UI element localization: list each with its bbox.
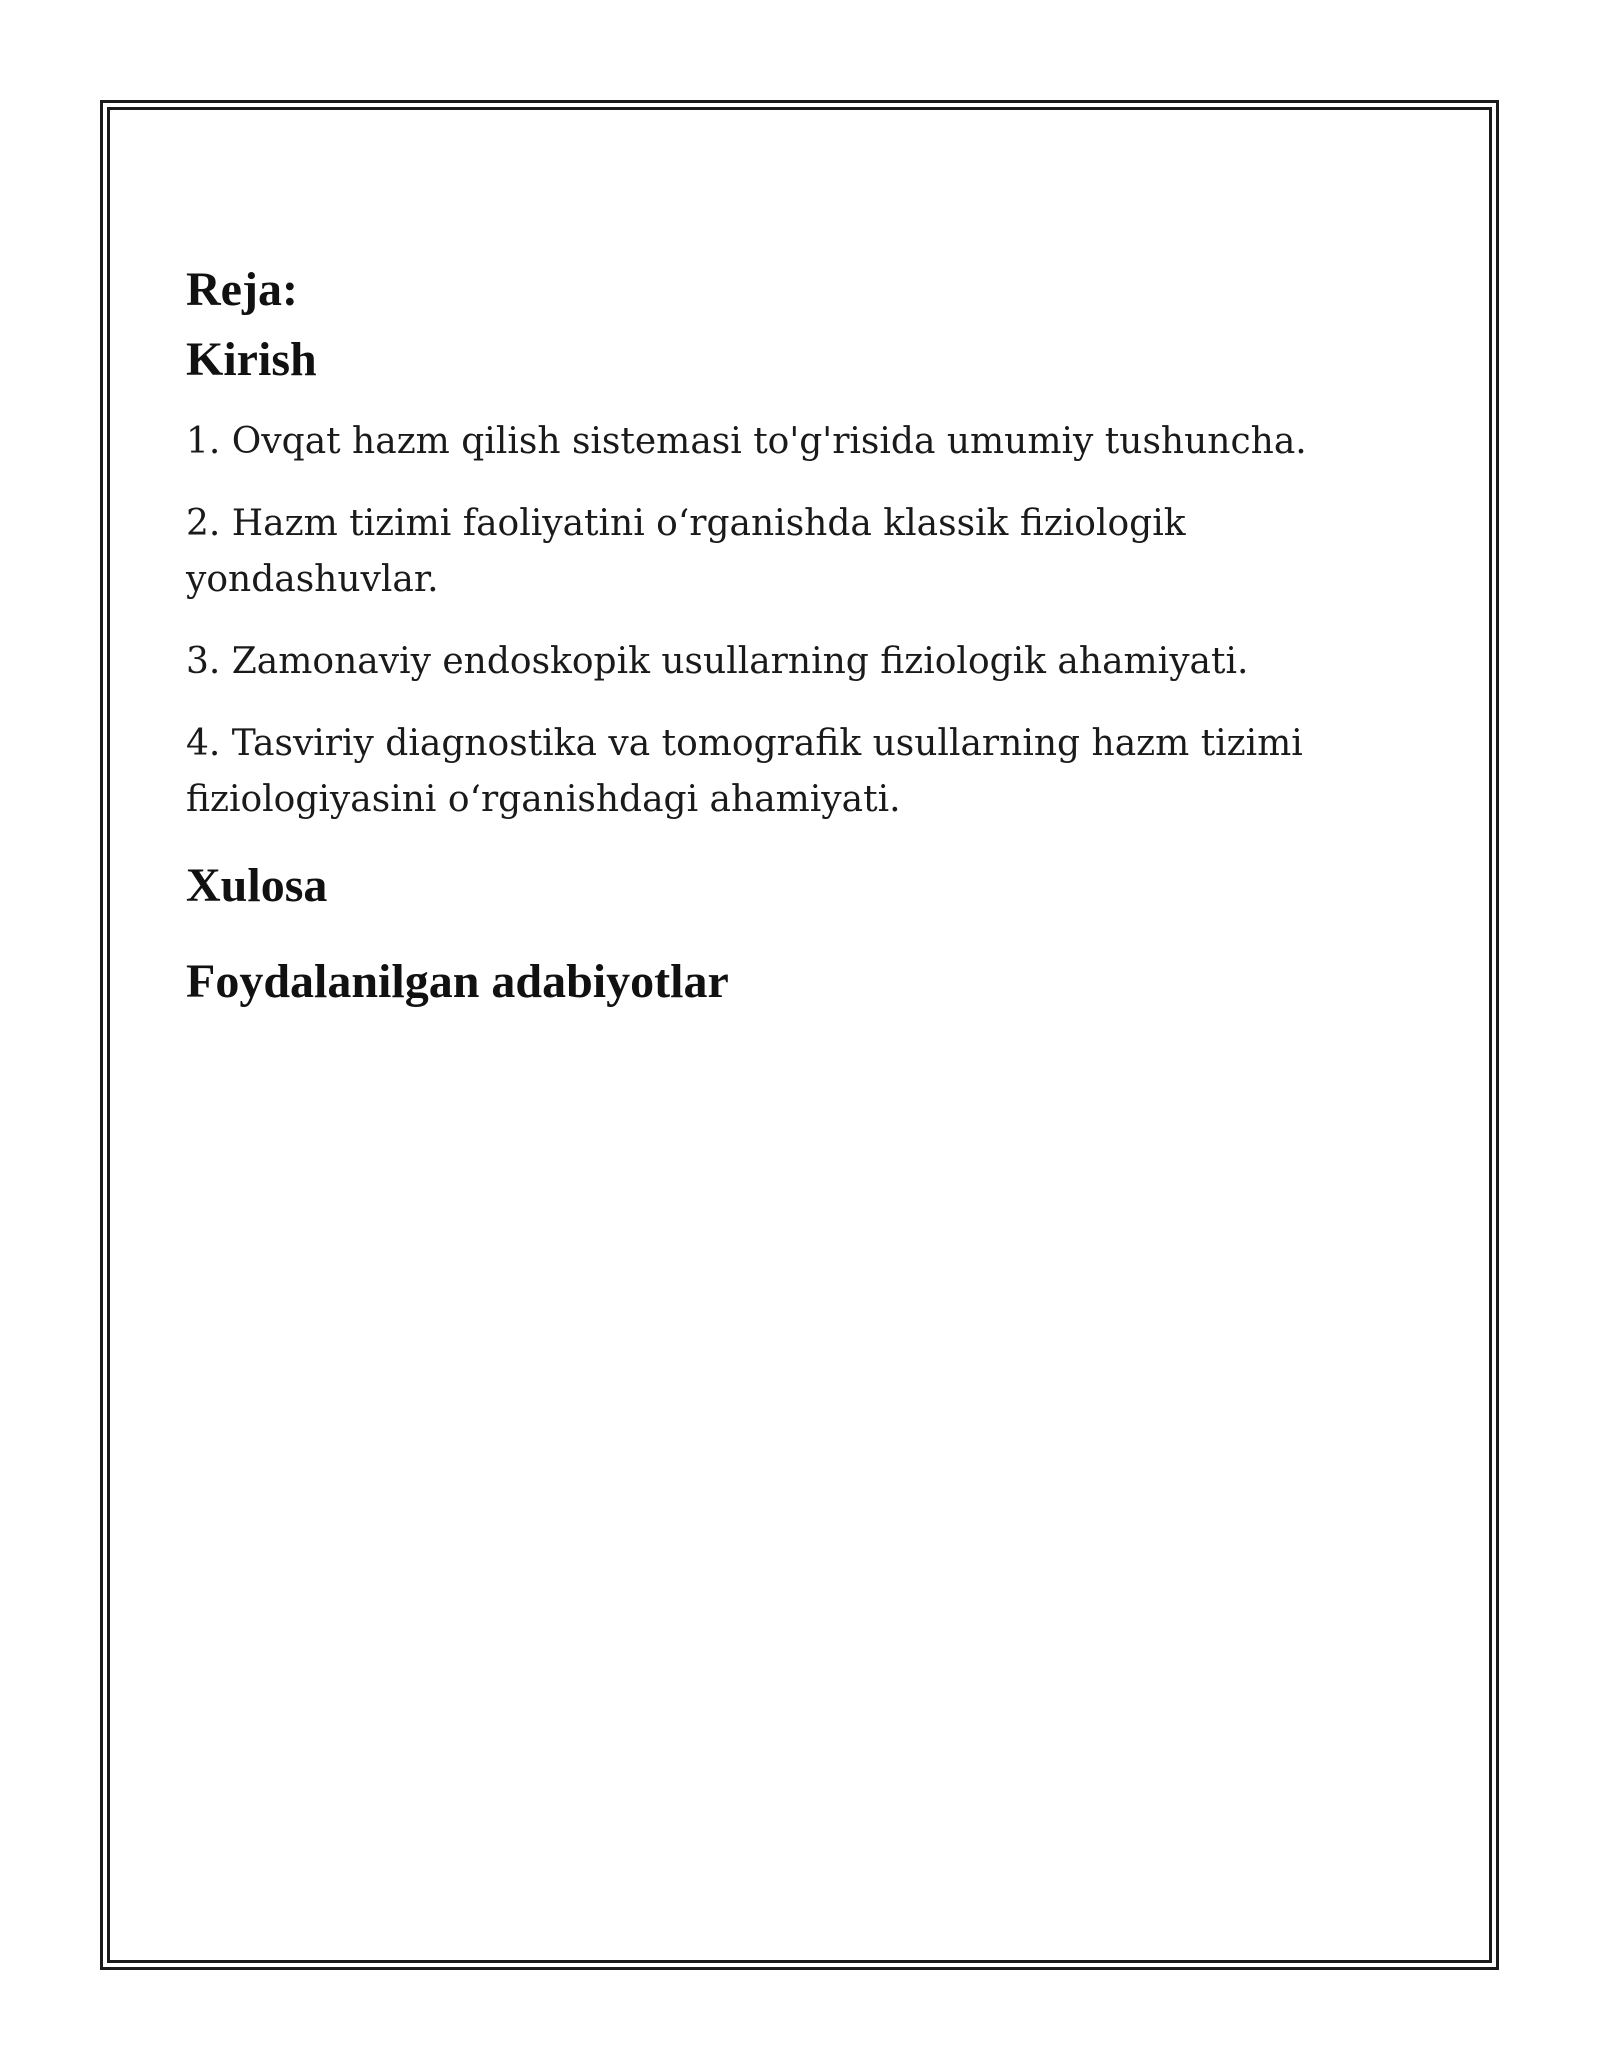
plan-list xyxy=(186,414,1446,828)
plan-item-4: 4. Tasviriy diagnostika va tomografik usullarning hazm tizimi fiziologiyasini o‘rganishdagi ahamiyati. xyxy=(186,723,1303,820)
plan-item-1: 1. Ovqat hazm qilish sistemasi to'g'risida umumiy tushuncha. xyxy=(186,421,1307,462)
document-content xyxy=(186,262,1446,1010)
plan-item-3: 3. Zamonaviy endoskopik usullarning fiziologik ahamiyati. xyxy=(186,641,1249,682)
conclusion-heading: Xulosa xyxy=(186,859,328,912)
plan-item-2: 2. Hazm tizimi faoliyatini o‘rganishda klassik fiziologik yondashuvlar. xyxy=(186,503,1186,600)
references-heading: Foydalanilgan adabiyotlar xyxy=(186,955,729,1008)
plan-title: Reja: xyxy=(186,263,298,316)
intro-heading: Kirish xyxy=(186,333,317,386)
